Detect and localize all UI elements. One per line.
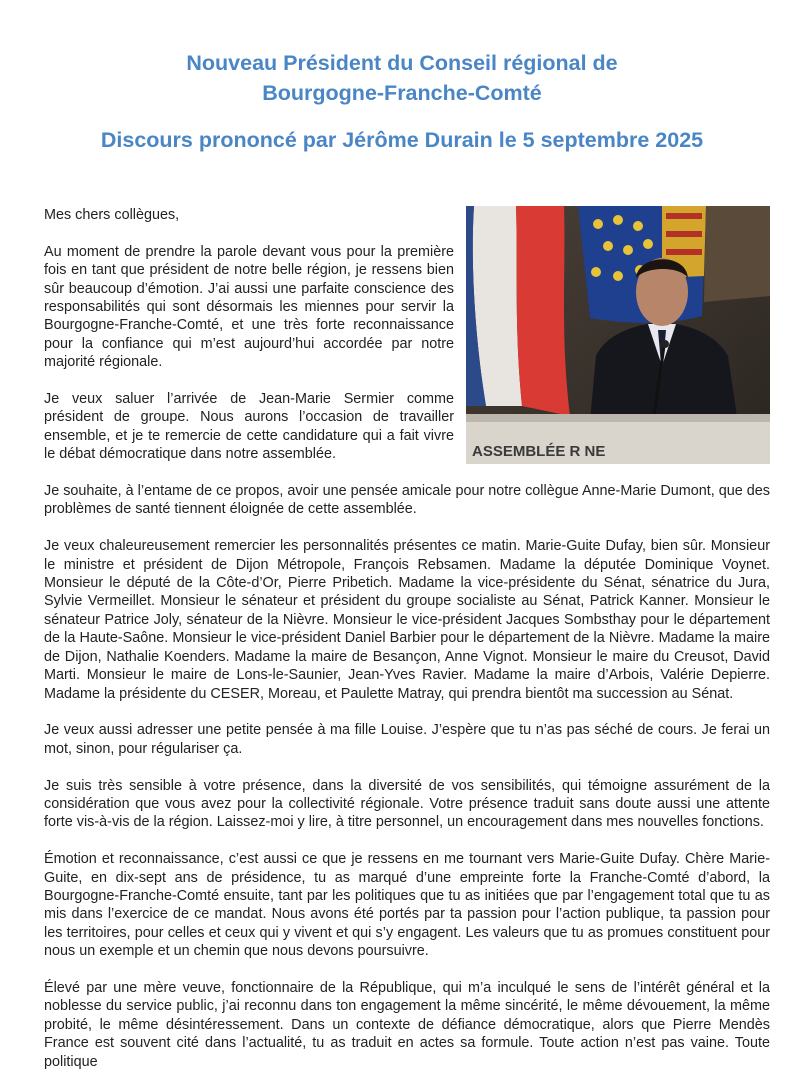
paragraph-5: Je veux aussi adresser une petite pensée à ma fille Louise. J’espère que tu n’as pas séché de cours. Je ferai un mot, sinon, pour régulariser ça. — [44, 722, 770, 757]
paragraph-3: Je souhaite, à l’entame de ce propos, avoir une pensée amicale pour notre collègue Anne-Marie Dumont, que des problèmes de santé tiennent éloignée de cette assemblée. — [44, 483, 770, 518]
page-title-line-1: Nouveau Président du Conseil régional de — [186, 51, 618, 75]
speech-body — [44, 206, 770, 1089]
paragraph-1: Au moment de prendre la parole devant vous pour la première fois en tant que président de notre belle région, je ressens bien sûr beaucoup d’émotion. J’ai aussi une parfaite conscience des responsabilités qui sont désormais les miennes pour servir la Bourgogne-Franche-Comté, et une très forte reconnaissance pour la confiance qui m’est aujourd’hui accordée par notre majorité régionale. — [44, 243, 454, 371]
page-subtitle: Discours prononcé par Jérôme Durain le 5 septembre 2025 — [100, 128, 704, 152]
podium-text: ASSEMBLÉE R NE — [472, 443, 606, 460]
page-title-line-2: Bourgogne-Franche-Comté — [262, 81, 542, 105]
paragraph-greeting: Mes chers collègues, — [44, 207, 180, 223]
paragraph-4: Je veux chaleureusement remercier les personnalités présentes ce matin. Marie-Guite Dufay, bien sûr. Monsieur le ministre et président de Dijon Métropole, François Rebsamen. Madame la députée Dominique Voynet. Monsieur le député de la Côte-d’Or, Pierre Pribetich. Madame la vice-présidente du Sénat, sénatrice du Jura, Sylvie Vermeillet. Monsieur le sénateur et président du groupe socialiste au Sénat, Patrick Kanner. Monsieur le sénateur Patrice Joly, sénateur de la Nièvre. Monsieur le vice-président Jacques Sombsthay pour le département de la Haute-Saône. Monsieur le vice-président Daniel Barbier pour le département de la Nièvre. Madame la maire de Dijon, Nathalie Koenders. Madame la maire de Besançon, Anne Vignot. Monsieur le maire du Creusot, David Marti. Monsieur le maire de Lons-le-Saunier, Jean-Yves Ravier. Madame la maire d’Arbois, Valérie Depierre. Madame la présidente du CESER, Moreau, et Paulette Matray, qui prendra bientôt ma succession au Sénat. — [44, 538, 770, 702]
paragraph-2: Je veux saluer l’arrivée de Jean-Marie Sermier comme président de groupe. Nous aurons l’occasion de travailler ensemble, et je te remercie de cette candidature qui a fait vivre le débat démocratique dans notre assemblée. — [44, 391, 454, 463]
paragraph-6: Je suis très sensible à votre présence, dans la diversité de vos sensibilités, qui témoigne assurément de la considération que vous avez pour la collectivité régionale. Votre présence traduit sans doute aussi une attente forte vis-à-vis de la région. Laissez-moi y lire, à titre personnel, un encouragement dans mes nouvelles fonctions. — [44, 777, 770, 831]
paragraph-8: Élevé par une mère veuve, fonctionnaire de la République, qui m’a inculqué le sens de l’intérêt général et la noblesse du service public, j’ai reconnu dans ton engagement la même sincérité, le même dévouement, la même probité, le même désintéressement. Dans un contexte de défiance démocratique, alors que Pierre Mendès France est souvent cité dans l’actualité, tu as traduit en actes sa formule. Toute action n’est pas vaine. Toute politique — [44, 979, 770, 1070]
paragraph-7: Émotion et reconnaissance, c’est aussi ce que je ressens en me tournant vers Marie-Guite Dufay. Chère Marie-Guite, en dix-sept ans de présidence, tu as marqué d’une empreinte forte la Franche-Comté d’abord, la Bourgogne-Franche-Comté ensuite, tant par les politiques que tu as initiées que par l’engagement total que tu as mis dans l’exercice de ce mandat. Nous avons été portés par ta passion pour l’action publique, ta passion pour les territoires, pour celles et ceux qui y vivent et qui s’y engagent. Les valeurs que tu as promues constituent pour nous un exemple et un chemin que nous devons poursuivre. — [44, 851, 770, 960]
